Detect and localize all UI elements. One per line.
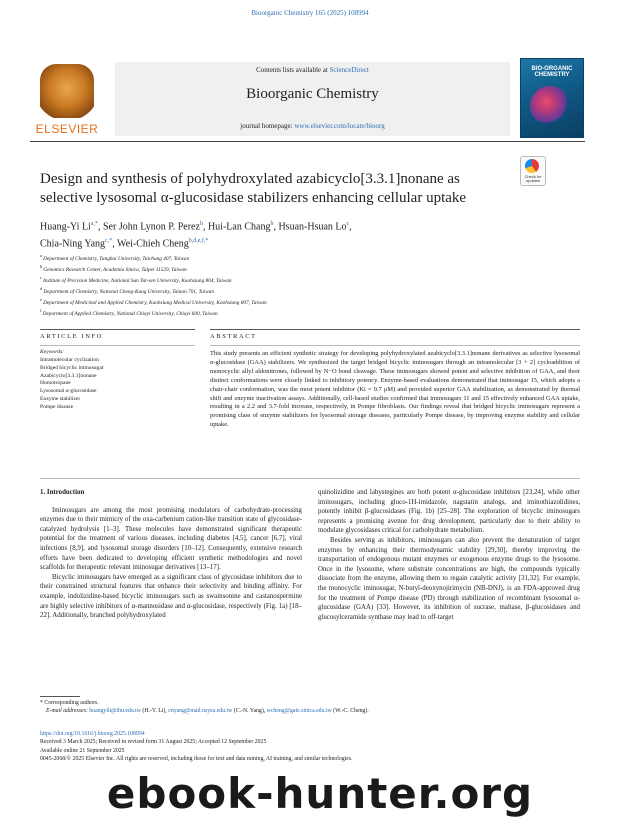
corresponding-note: * Corresponding authors. — [40, 700, 99, 706]
elsevier-logo-text: ELSEVIER — [35, 122, 99, 136]
affiliation-text: Department of Chemistry, Tunghai University, Taichung 407, Taiwan — [43, 255, 190, 262]
affiliation-item — [40, 252, 580, 263]
email-label: E-mail addresses: — [46, 708, 90, 715]
journal-cover-title: BIO-ORGANIC CHEMISTRY — [531, 66, 573, 78]
affiliation-marker: c — [40, 274, 44, 280]
keyword-item: Bridged bicyclic iminosugar — [40, 364, 104, 371]
article-title: Design and synthesis of polyhydroxylated azabicyclo[3.3.1]nonane as selective lysosomal α-glucosidase stabilizers enhancing cellular uptake — [40, 171, 467, 206]
email-link-cheng[interactable]: wcheng@gate.sinica.edu.tw — [266, 708, 332, 715]
affiliation-text: Department of Chemistry, National Cheng-Kung University, Tainan 701, Taiwan — [43, 288, 215, 295]
keyword-item: Azabicyclo[3.3.1]nonane — [40, 372, 97, 379]
footnotes — [40, 699, 580, 715]
author-name[interactable]: Hsuan-Hsuan Lo — [278, 221, 347, 233]
affiliation-item — [40, 263, 580, 274]
body-column-left — [40, 488, 302, 621]
author-separator: , — [98, 221, 103, 233]
body-paragraph: quinolizidine and labystegines are both potent α-glucosidase inhibitors [23,24], while other iminosugars, including gluco-1H-imidazole, nagstatin analogs, and iminothiazolidines, potently inhibit β-glucosidases (Fig. 1b) [25–28]. The exploration of bicyclic iminosugars represents a promising avenue for drug development, particularly due to their ability to modulate glycosidases critical for carbohydrate metabolism. — [318, 489, 580, 535]
doi-link[interactable]: https://doi.org/10.1016/j.bioorg.2025.108994 — [40, 731, 145, 737]
contents-prefix: Contents lists available at — [256, 66, 330, 74]
author-affiliation-marker[interactable]: c,* — [105, 238, 113, 245]
author-list — [40, 217, 580, 252]
keyword-item: Enzyme stabilizer — [40, 395, 81, 402]
abstract-text: This study presents an efficient synthetic strategy for developing polyhydroxylated azabicyclo[3.3.1]nonane derivatives as selective lysosomal α-glucosidase (GAA) stabilizers. We synthesized the target bridged bicyclic iminosugars through an intramolecular [3 + 2] cycloaddition of monocyclic allyl aldonitrones, followed by N−O bond cleavage. These iminosugars showed potent and selective inhibition of GAA, and their distinct conformations were closely linked to inhibitory potency. Enzyme-based evaluations demonstrated that iminosugar 15, which adopts a chair-chair conformation, was the most potent inhibitor (Ki = 0.7 μM) and provided superior GAA stabilization, as demonstrated by thermal shift and enzyme inactivation assays. Additionally, cell-based studies confirmed that iminosugars 11 and 15 effectively enhanced GAA uptake, resulting in a 2.2 and 3.7-fold increase, respectively, in Pompe fibroblasts. Our findings reveal that bridged bicyclic iminosugars represent a promising class of enzyme stabilizers for lysosomal storage diseases, particularly Pompe disease, by improving enzyme stability and cellular uptake. — [210, 350, 580, 429]
author-affiliation-marker[interactable]: b,d,e,f,* — [188, 238, 209, 245]
abstract-rule — [210, 329, 580, 330]
author-name[interactable]: Wei-Chieh Cheng — [117, 238, 189, 250]
body-paragraph: Besides serving as inhibitors, iminosugars can also prevent the denaturation of target enzymes by enhancing their thermodynamic stability [29,30], thereby improving the transportation of endogenous mutant enzymes or exogenous enzyme drugs to the lysosome. Once in the lysosome, where substrate concentrations are high, the compounds typically dissociate from the enzyme, allowing them to regain catalytic activity [31,32]. For example, the monocyclic iminosugar, N-butyl-deoxynojirimycin (NB-DNJ), is an FDA-approved drug for the treatment of Pompe disease (PD) through stabilization of recombinant lysosomal α-glucosidase (GAA) [33]. However, its inhibition of sucrase, maltase, β-glucosidases and glucosylceramide synthase may lead to off-target — [318, 536, 580, 621]
received-dates: Received 3 March 2025; Received in revised form 31 August 2025; Accepted 12 September 2025 — [40, 739, 267, 746]
affiliation-marker: e — [40, 296, 44, 302]
copyright-line: 0045-2068/© 2025 Elsevier Inc. All rights are reserved, including those for text and data mining, AI training, and similar technologies. — [40, 756, 353, 763]
article-info-subrule — [40, 345, 195, 346]
affiliation-item — [40, 307, 580, 318]
homepage-prefix: journal homepage: — [240, 122, 295, 130]
email-who-cheng: (W.-C. Cheng). — [331, 708, 369, 715]
homepage-link[interactable]: www.elsevier.com/locate/bioorg — [294, 122, 385, 130]
right-paragraphs — [318, 488, 580, 622]
keyword-item: Lysosomal α-glucosidase — [40, 388, 97, 395]
affiliation-marker: f — [40, 307, 43, 313]
journal-title: Bioorganic Chemistry — [246, 86, 379, 102]
contents-line — [115, 66, 510, 74]
homepage-line — [115, 122, 510, 130]
affiliation-list — [40, 252, 580, 318]
elsevier-tree-logo — [40, 64, 94, 118]
affiliation-text: Department of Medicinal and Applied Chemistry, Kaohsiung Medical University, Kaohsiung 807, Taiwan — [43, 299, 267, 306]
author-affiliation-marker[interactable]: c — [346, 221, 350, 227]
keyword-item: Intramolecular cyclization — [40, 357, 99, 363]
article-info-heading: ARTICLE INFO — [40, 333, 104, 340]
keyword-item: Homotropane — [40, 380, 71, 387]
author-affiliation-marker[interactable]: b — [199, 221, 203, 227]
body-paragraph: Iminosugars are among the most promising modulators of carbohydrate-processing enzymes due to their mimicry of the oxa-carbenium cation-like transition state of glycosidase-catalyzed hydrolysis [1–3]. These molecules have demonstrated significant therapeutic potential for the treatment of various diseases, including diabetes [4,5], cancer [6,7], viral infections [8,9], and lysosomal storage disorders [10–12]. Consequently, extensive research efforts have been dedicated to developing efficient synthetic methodologies and novel scaffolds for therapeutic relevant iminosugar derivatives [13–17]. — [40, 506, 302, 572]
author-name[interactable]: Hui-Lan Chang — [207, 221, 271, 233]
affiliation-marker: d — [40, 285, 44, 291]
affiliation-item — [40, 296, 580, 307]
email-link-li[interactable]: huangyili@thu.edu.tw — [89, 708, 141, 715]
keyword-item: Pompe disease — [40, 403, 74, 410]
email-who-yang: (C.-N. Yang), — [232, 708, 267, 715]
author-name[interactable]: Chia-Ning Yang — [40, 238, 106, 250]
cover-molecule-image — [530, 86, 570, 126]
author-separator: , — [202, 221, 208, 233]
keyword-list — [40, 357, 200, 412]
affiliation-text: Genomics Research Center, Academia Sinica, Taipei 11529, Taiwan — [43, 266, 187, 273]
body-divider — [40, 478, 580, 479]
header-divider — [30, 141, 585, 142]
abstract-heading: ABSTRACT — [210, 333, 257, 340]
affiliation-marker: a — [40, 253, 44, 258]
introduction-heading: 1. Introduction — [40, 489, 85, 496]
publication-info — [40, 730, 580, 764]
affiliation-item — [40, 274, 580, 285]
available-online: Available online 21 September 2025 — [40, 747, 125, 754]
article-info-rule — [40, 329, 195, 330]
author-name[interactable]: Huang-Yi Li — [40, 221, 91, 233]
check-updates-label: Check for updates — [524, 174, 542, 183]
author-affiliation-marker[interactable]: b — [270, 221, 274, 227]
abstract-subrule — [210, 345, 580, 346]
watermark-text: ebook-hunter.org — [106, 769, 534, 818]
affiliation-item — [40, 285, 580, 296]
sciencedirect-link[interactable]: ScienceDirect — [329, 66, 369, 74]
body-column-right — [318, 488, 580, 622]
check-updates-icon — [525, 159, 539, 173]
email-link-yang[interactable]: cnyang@mail.nsysu.edu.tw — [168, 708, 233, 715]
body-paragraph: Bicyclic iminosugars have emerged as a significant class of glycosidase inhibitors due to their constrained structural features that enhance their selectivity and binding affinity. For example, indolizidine-based bicyclic iminosugars such as swainsonine and castanospermine are highly selective inhibitors of α-mannosidase and α-glucosidase, respectively (Fig. 1a) [18–22]. Additionally, branched polyhydroxylated — [40, 573, 302, 620]
left-paragraphs — [40, 506, 302, 621]
email-who-li: (H.-Y. Li), — [140, 708, 169, 715]
author-affiliation-marker[interactable]: a,* — [90, 221, 98, 227]
author-separator: , — [273, 221, 279, 233]
email-line — [40, 707, 580, 715]
footnote-rule — [40, 696, 80, 697]
affiliation-text: Institute of Precision Medicine, National Sun Yat-sen University, Kaohsiung 804, Taiwan — [43, 277, 232, 284]
author-name[interactable]: Ser John Lynon P. Perez — [103, 221, 200, 233]
affiliation-text: Department of Applied Chemistry, National Chiayi University, Chiayi 600, Taiwan — [42, 310, 218, 317]
author-separator: , — [112, 238, 118, 250]
affiliation-marker: b — [40, 263, 44, 269]
author-separator: , — [349, 221, 352, 233]
keywords-label: Keywords: — [40, 349, 65, 355]
journal-reference[interactable]: Bioorganic Chemistry 165 (2025) 108994 — [251, 9, 369, 17]
